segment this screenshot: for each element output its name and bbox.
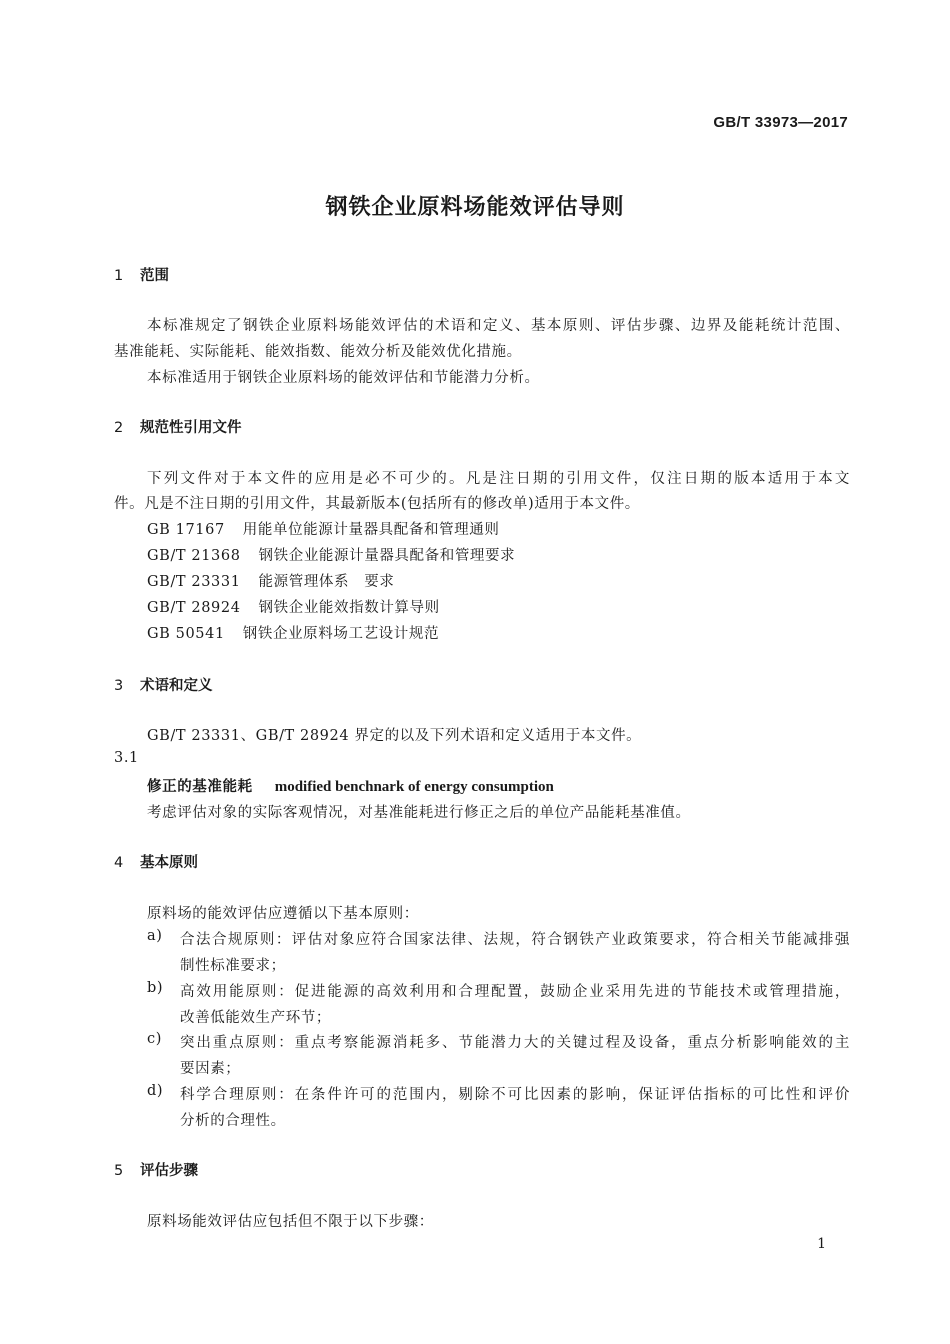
reference-title: 钢铁企业能效指数计算导则 [258,600,440,616]
list-item: 突出重点原则：重点考察能源消耗多、节能潜力大的关键过程及设备，重点分析影响能效的主 [180,1035,850,1051]
section-number: 5 [114,1163,124,1179]
reference-item [147,518,499,539]
term-english: modified benchnark of energy consumption [274,779,554,795]
list-item-continuation: 分析的合理性。 [180,1113,286,1129]
reference-code: GB 50541 [147,626,225,642]
paragraph: 件。凡是不注日期的引用文件，其最新版本(包括所有的修改单)适用于本文件。 [114,496,640,512]
list-item: 合法合规原则：评估对象应符合国家法律、法规，符合钢铁产业政策要求，符合相关节能减排强 [180,932,850,948]
paragraph: 下列文件对于本文件的应用是必不可少的。凡是注日期的引用文件，仅注日期的版本适用于本文 [147,471,850,487]
list-label: c) [147,1031,162,1047]
paragraph: GB/T 23331、GB/T 28924 界定的以及下列术语和定义适用于本文件。 [147,728,642,744]
section-5-heading [114,1159,198,1180]
section-number: 3 [114,678,124,694]
reference-item [147,596,440,617]
section-number: 4 [114,855,124,871]
list-item: 科学合理原则：在条件许可的范围内，剔除不可比因素的影响，保证评估指标的可比性和评价 [180,1087,850,1103]
reference-code: GB/T 23331 [147,574,241,590]
section-2-heading [114,416,242,437]
list-item: 高效用能原则：促进能源的高效利用和合理配置，鼓励企业采用先进的节能技术或管理措施， [180,984,850,1000]
list-label: b) [147,980,164,996]
term-chinese: 修正的基准能耗 [147,779,253,795]
reference-item [147,544,515,565]
paragraph: 本标准适用于钢铁企业原料场的能效评估和节能潜力分析。 [147,370,540,386]
section-4-heading [114,851,198,872]
standard-code: GB/T 33973—2017 [713,114,848,131]
term-number: 3.1 [114,750,139,766]
paragraph: 原料场的能效评估应遵循以下基本原则： [147,906,419,922]
list-item-continuation: 改善低能效生产环节； [180,1010,331,1026]
section-title: 规范性引用文件 [140,420,242,436]
paragraph: 基准能耗、实际能耗、能效指数、能效分析及能效优化措施。 [114,344,522,360]
section-title: 评估步骤 [140,1163,198,1179]
section-title: 基本原则 [140,855,198,871]
reference-title: 钢铁企业原料场工艺设计规范 [242,626,440,642]
section-number: 1 [114,268,124,284]
term-definition: 考虑评估对象的实际客观情况，对基准能耗进行修正之后的单位产品能耗基准值。 [147,805,691,821]
document-title: 钢铁企业原料场能效评估导则 [325,195,625,220]
list-item-continuation: 要因素； [180,1061,241,1077]
list-label: a) [147,928,163,944]
reference-code: GB/T 28924 [147,600,241,616]
paragraph: 原料场能效评估应包括但不限于以下步骤： [147,1214,434,1230]
section-1-heading [114,264,169,285]
reference-code: GB 17167 [147,522,225,538]
section-number: 2 [114,420,124,436]
page-number: 1 [817,1236,826,1252]
list-label: d) [147,1083,164,1099]
term-entry [147,775,554,796]
section-3-heading [114,674,213,695]
reference-item [147,622,439,643]
list-item-continuation: 制性标准要求； [180,958,286,974]
reference-title: 钢铁企业能源计量器具配备和管理要求 [258,548,516,564]
section-title: 范围 [140,268,169,284]
reference-title: 能源管理体系 要求 [258,574,395,590]
reference-item [147,570,394,591]
paragraph: 本标准规定了钢铁企业原料场能效评估的术语和定义、基本原则、评估步骤、边界及能耗统计范围、 [147,318,850,334]
reference-code: GB/T 21368 [147,548,241,564]
reference-title: 用能单位能源计量器具配备和管理通则 [242,522,500,538]
section-title: 术语和定义 [140,678,213,694]
